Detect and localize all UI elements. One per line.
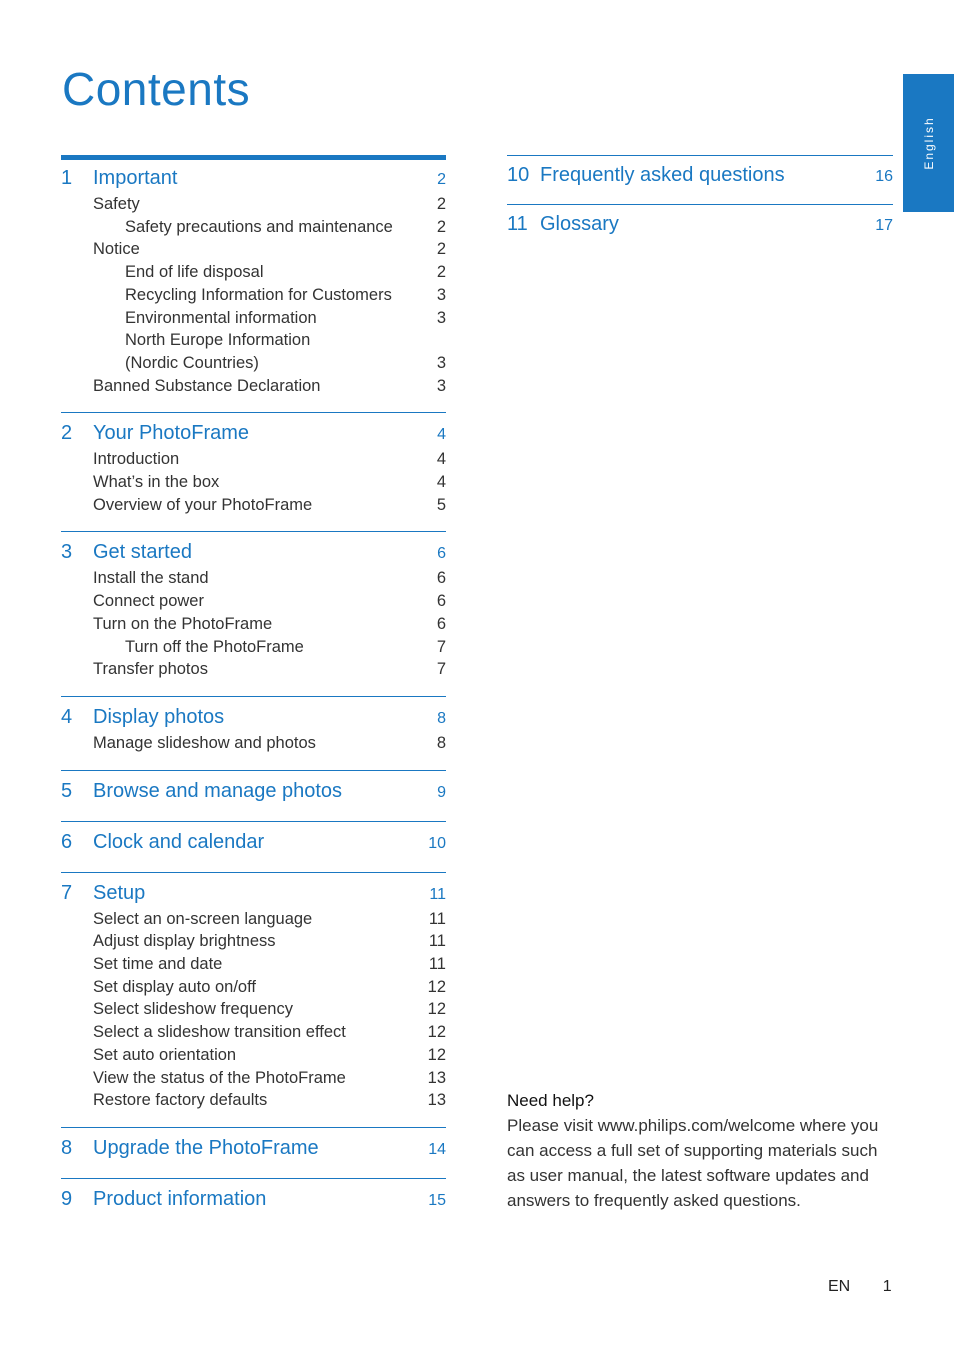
entry-title: Select slideshow frequency — [93, 1000, 293, 1019]
toc-entry-link[interactable] — [61, 908, 446, 931]
toc-entry-link[interactable] — [61, 658, 446, 681]
chapter-title: Browse and manage photos — [93, 779, 343, 802]
chapter-page: 16 — [875, 168, 893, 185]
entry-page: 5 — [436, 495, 446, 514]
chapter-page: 14 — [428, 1140, 446, 1158]
entry-title: Set display auto on/off — [93, 977, 256, 996]
entry-page: 2 — [436, 217, 446, 236]
toc-section — [61, 821, 446, 872]
toc-entry-link[interactable] — [61, 1067, 446, 1090]
toc-chapter-link[interactable] — [61, 1188, 446, 1214]
chapter-page: 8 — [437, 709, 446, 727]
toc-entry-link[interactable] — [61, 590, 446, 613]
toc-left-column — [61, 155, 446, 1229]
help-title: Need help? — [507, 1091, 594, 1110]
chapter-page: 6 — [437, 545, 446, 563]
toc-entry-link[interactable] — [61, 494, 446, 517]
toc-chapter-link[interactable] — [61, 780, 446, 806]
entry-title: Set auto orientation — [93, 1045, 237, 1064]
page-number: 1 — [882, 1278, 892, 1295]
chapter-page: 11 — [429, 885, 446, 903]
toc-right-column — [507, 155, 893, 253]
chapter-number: 8 — [61, 1136, 73, 1159]
language-tab-label: English — [921, 116, 936, 170]
entry-title: Environmental information — [125, 308, 317, 327]
toc-entry-link[interactable] — [61, 448, 446, 471]
entry-page: 12 — [427, 1000, 446, 1019]
entry-page: 4 — [436, 450, 446, 469]
chapter-number: 6 — [61, 830, 73, 853]
toc-entry-link[interactable] — [61, 216, 446, 239]
toc-entry-link[interactable] — [61, 1021, 446, 1044]
toc-section — [61, 531, 446, 696]
entry-title: Restore factory defaults — [93, 1091, 268, 1110]
chapter-page: 17 — [875, 217, 893, 234]
toc-entry-link[interactable] — [61, 238, 446, 261]
chapter-title: Get started — [93, 541, 192, 564]
entry-title: Install the stand — [93, 569, 209, 588]
entry-page: 13 — [427, 1068, 446, 1087]
toc-section — [507, 155, 893, 204]
chapter-number: 7 — [61, 881, 73, 904]
chapter-title: Setup — [93, 881, 146, 904]
toc-entry-link[interactable] — [61, 998, 446, 1021]
entry-title: Turn off the PhotoFrame — [125, 637, 304, 656]
chapter-number: 11 — [507, 213, 528, 235]
chapter-number: 9 — [61, 1187, 73, 1210]
chapter-number: 4 — [61, 705, 73, 728]
toc-entry-link[interactable] — [61, 953, 446, 976]
entry-title: What’s in the box — [93, 473, 220, 492]
entry-title: (Nordic Countries) — [125, 353, 259, 372]
entry-page: 6 — [436, 592, 446, 611]
entry-title: North Europe Information — [125, 331, 311, 350]
entry-title: Turn on the PhotoFrame — [93, 614, 273, 633]
entry-title: Notice — [93, 240, 140, 259]
entry-title: Manage slideshow and photos — [93, 733, 316, 752]
chapter-number: 3 — [61, 541, 73, 564]
entry-page: 3 — [436, 376, 446, 395]
entry-title: End of life disposal — [125, 263, 264, 282]
entry-page: 6 — [436, 614, 446, 633]
chapter-page: 4 — [437, 426, 446, 444]
entry-title: Set time and date — [93, 955, 223, 974]
entry-title: Transfer photos — [93, 660, 208, 679]
entry-page: 2 — [436, 263, 446, 282]
entry-title: View the status of the PhotoFrame — [93, 1068, 346, 1087]
entry-title: Adjust display brightness — [93, 932, 276, 951]
entry-page: 3 — [436, 353, 446, 372]
entry-page: 13 — [427, 1091, 446, 1110]
toc-entry-link[interactable] — [61, 636, 446, 659]
entry-page: 3 — [436, 308, 446, 327]
chapter-number: 1 — [61, 167, 73, 189]
toc-entry-link[interactable] — [61, 732, 446, 755]
toc-entry-link[interactable] — [61, 284, 446, 307]
entry-page: 12 — [427, 977, 446, 996]
toc-entry-link[interactable] — [61, 352, 446, 375]
entry-page: 12 — [427, 1045, 446, 1064]
entry-page: 4 — [436, 473, 446, 492]
chapter-title: Clock and calendar — [93, 830, 265, 853]
entry-page: 2 — [436, 195, 446, 213]
chapter-number: 10 — [507, 164, 530, 186]
entry-page: 11 — [428, 932, 446, 951]
entry-title: Recycling Information for Customers — [125, 285, 392, 304]
toc-chapter-link[interactable] — [507, 213, 893, 239]
toc-entry-link[interactable] — [61, 471, 446, 494]
toc-entry-link[interactable] — [61, 976, 446, 999]
toc-section — [507, 204, 893, 253]
entry-page: 7 — [436, 637, 446, 656]
toc-section — [61, 1127, 446, 1178]
entry-page: 6 — [436, 569, 446, 588]
chapter-title: Glossary — [540, 213, 619, 235]
entry-title: Overview of your PhotoFrame — [93, 495, 313, 514]
toc-entry-link[interactable] — [61, 193, 446, 216]
toc-chapter-link[interactable] — [507, 164, 893, 190]
page-footer — [828, 1278, 892, 1296]
entry-title: Select a slideshow transition effect — [93, 1023, 346, 1042]
entry-title: Banned Substance Declaration — [93, 376, 321, 395]
entry-title: Safety precautions and maintenance — [125, 217, 393, 236]
toc-entry-link[interactable] — [61, 261, 446, 284]
chapter-title: Upgrade the PhotoFrame — [93, 1136, 319, 1159]
entry-page: 11 — [428, 955, 446, 974]
toc-entry-link[interactable] — [61, 375, 446, 398]
page-title: Contents — [62, 63, 251, 115]
toc-chapter-link[interactable] — [61, 706, 446, 732]
toc-chapter-link[interactable] — [61, 831, 446, 857]
chapter-number: 5 — [61, 779, 73, 802]
footer-language: EN — [828, 1278, 851, 1295]
toc-section — [61, 872, 446, 1127]
toc-chapter-link[interactable] — [61, 882, 446, 908]
toc-entry-link[interactable] — [61, 1044, 446, 1067]
entry-page: 7 — [436, 660, 446, 679]
chapter-title: Your PhotoFrame — [93, 422, 250, 445]
entry-page: 3 — [436, 285, 446, 304]
toc-chapter-link[interactable] — [61, 541, 446, 567]
chapter-title: Frequently asked questions — [540, 164, 785, 186]
toc-entry-link[interactable] — [61, 567, 446, 590]
entry-title: Introduction — [93, 450, 180, 469]
chapter-page: 2 — [437, 171, 446, 188]
help-body: Please visit www.philips.com/welcome where you can access a full set of supporting materials such as user manual, the latest software updates and answers to frequently asked questions. — [507, 1116, 879, 1210]
chapter-title: Display photos — [93, 705, 225, 728]
chapter-page: 15 — [428, 1191, 446, 1209]
entry-title: Connect power — [93, 592, 204, 611]
chapter-page: 10 — [428, 834, 446, 852]
entry-page: 8 — [436, 733, 446, 752]
toc-entry-link[interactable] — [61, 307, 446, 330]
chapter-page: 9 — [437, 783, 446, 801]
toc-entry-link[interactable] — [61, 930, 446, 953]
entry-title: Safety — [93, 195, 140, 213]
toc-entry-link[interactable] — [61, 329, 446, 352]
toc-chapter-link[interactable] — [61, 1137, 446, 1163]
toc-chapter-link[interactable] — [61, 422, 446, 448]
chapter-title: Product information — [93, 1187, 267, 1210]
chapter-title: Important — [93, 167, 178, 189]
entry-page: 12 — [427, 1023, 446, 1042]
toc-section — [61, 1178, 446, 1229]
toc-section — [61, 696, 446, 770]
toc-entry-link[interactable] — [61, 1089, 446, 1112]
toc-entry-link[interactable] — [61, 613, 446, 636]
toc-section — [61, 412, 446, 531]
help-box — [507, 1088, 897, 1213]
entry-page: 2 — [436, 240, 446, 259]
toc-section — [61, 770, 446, 821]
language-tab — [903, 74, 954, 212]
entry-title: Select an on-screen language — [93, 909, 313, 928]
entry-page: 11 — [428, 909, 446, 928]
toc-chapter-link[interactable] — [61, 167, 446, 193]
chapter-number: 2 — [61, 422, 73, 445]
toc-section — [61, 155, 446, 412]
